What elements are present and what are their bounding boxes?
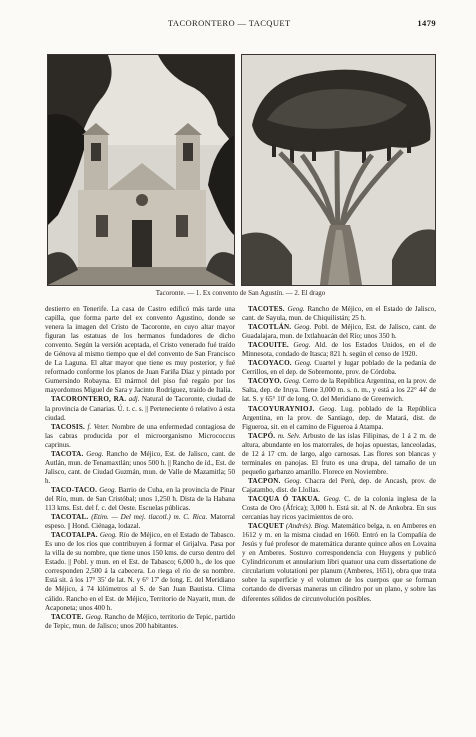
entry-taco-taco: TACO-TACO. Geog. Barrio de Cuba, en la provincia de Pinar del Río, mun. de San Cristóbal; unos 1,250 h. Dista de la Habana 113 kms. Est. del f. c. del Oeste. Escuelas públicas. [45, 485, 235, 513]
entry-tacpo: TACPÓ. m. Selv. Arbusto de las islas Filipinas, de 1 á 2 m. de altura, abundante en los matorrales, de hojas opuestas, lanceoladas, de 12 á 17 cm. de largo, algo carnosas. Las flores son blancas y terminales en panojas. El fruto es una drupa, del tamaño de un pequeño garbanzo amarillo. Florece en Noviembre. [242, 431, 437, 476]
entry-tacouite: TACOUITE. Geog. Ald. de los Estados Unidos, en el de Minnesota, condado de Itasca; 821 h. según el censo de 1920. [242, 341, 437, 359]
entry-tacpon: TACPON. Geog. Chacra del Perú, dep. de Ancash, prov. de Cajatambo, dist. de Llollas. [242, 476, 436, 494]
convent-illustration [48, 55, 234, 285]
entry-tacorontero: TACORONTERO, RA. adj. Natural de Tacoronte, ciudad de la provincia de Canarias. Ú. t. c. s. || Perteneciente ó relativo á esta ciudad. [45, 395, 235, 422]
left-column [45, 305, 235, 631]
dragon-tree-illustration [242, 55, 435, 285]
entry-tacoyaco: TACOYACO. Geog. Cuartel y lugar poblado de la pedanía de Cerrillos, en el dep. de Sobremonte, prov. de Córdoba. [242, 359, 437, 377]
entry-tacote: TACOTE. Geog. Rancho de Méjico, territorio de Tepic, partido de Tepic, mun. de Jalisco; unos 200 habitantes. [45, 612, 235, 630]
figure-caption: Tacoronte. — 1. Ex convento de San Agustín. — 2. El drago [155, 289, 326, 297]
page-number: 1479 [417, 18, 436, 28]
entry-tacotlan: TACOTLÁN. Geog. Pobl. de Méjico, Est. de Jalisco, cant. de Guadalajara, mun. de Ixtlahuacán del Río; unos 350 h. [242, 323, 436, 341]
entry-tacotalpa: TACOTALPA. Geog. Río de Méjico, en el Estado de Tabasco. Es uno de los ríos que contribuyen á formar el Grijalva. Pasa por la villa de su nombre, que tiene unos 150 kms. de curso dentro del Estado. || Pobl. y mun. en el Est. de Tabasco; 6,000 h., de los que corresponden 2,500 á la cabecera. Lo riega el río de su nombre. Está sit. á los 17° 35' de lat. N. y 6° 17' de long. E. del Meridiano de Méjico, á 74 kilómetros al S. de San Juan Bautista. Clima cálido. Rancho en el Est. de Méjico, Territorio de Nayarit, mun. de Acaponeta; unos 400 h. [45, 531, 235, 612]
running-title: TACORONTERO — TACQUET [168, 18, 291, 28]
entry-tacoyo: TACOYO. Geog. Cerro de la República Argentina, en la prov. de Salta, dep. de Iruya. Tiene 3,000 m. s. n. m., y está a los 22° 44' de lat. S. y 65° 10' de long. O. del Meridiano de Greenwich. [242, 377, 437, 404]
entry-tacoyurayniooj: TACOYURAYNIOJ. Geog. Lug. poblado de la República Argentina, en la prov. de Santiago, dep. de Matará, dist. de Figueroa, sit. en el camino de Figueroa á Atampa. [242, 404, 436, 431]
entry-tacotal: TACOTAL. (Etim. — Del mej. tlacotl.) m. C. Rica. Matorral espeso. || Hond. Ciénaga, lodazal. [45, 513, 236, 531]
photo-convent [47, 54, 235, 286]
photo-dragon-tree [241, 54, 436, 286]
right-column [242, 305, 436, 604]
entry-tacotes: TACOTES. Geog. Rancho de Méjico, en el Estado de Jalisco, cant. de Sayula, mun. de Chiquilistán; 25 h. [242, 305, 436, 323]
entry-tacota: TACOTA. Geog. Rancho de Méjico, Est. de Jalisco, cant. de Autlán, mun. de Tenamaxtlán; unos 500 h. || Rancho de íd., Est. de Jalisco, cant. de Ciudad Guzmán, mun. de Valle de Mazamitla; 50 h. [45, 449, 235, 485]
entry-tacqua: TACQUA Ó TAKUA. Geog. C. de la colonia inglesa de la Costa de Oro (África); 3,000 h. Está sit. al N. de Ankobra. En sus cercanías hay ricos yacimientos de oro. [242, 494, 436, 522]
running-header [0, 18, 476, 32]
entry-tacquet: TACQUET (Andrés). Biog. Matemático belga, n. en Amberes en 1612 y m. en la misma ciudad en 1660. Entró en la Compañía de Jesús y fué profesor de matemática durante quince años en Lovaina y en Amberes. Sostuvo correspondencia con Huygens y publicó Cylindricorum et annularium libri quatuor una cum dissertatione de circularium volutationi per planum (Amberes, 1651), obra que trata sobre la superficie y el volumen de los cuerpos que se forman cortando de diversas maneras un cilindro por un plano, y sobre las diferentes sólidos de circunvolución posibles. [242, 522, 437, 603]
entry-continuation: destierro en Tenerife. La casa de Castro edificó más tarde una capilla, que forma parte del ex convento Agustino, donde se venera la imagen del Cristo de Tacoronte, en cuyo altar mayor figuran las estatuas de los hermanos fundadores de dicho convento. Según la versión aceptada, el Cristo venerado fué traído de Génova al mismo tiempo que el del convento de San Francisco de La Laguna. El altar mayor que tiene es muy posterior, y fué reformado conforme los planos de Juan Fariña Díaz y pintado por Gumersindo Robayna. El mármol del piso fué regalo por los mayordomos Miguel de Sara y Jacinto Rodríguez, traído de Italia. [45, 305, 235, 395]
entry-tacosis: TACOSIS. f. Veter. Nombre de una enfermedad contagiosa de las cabras producida por el microorganismo Micrococcus caprinus. [45, 422, 235, 449]
